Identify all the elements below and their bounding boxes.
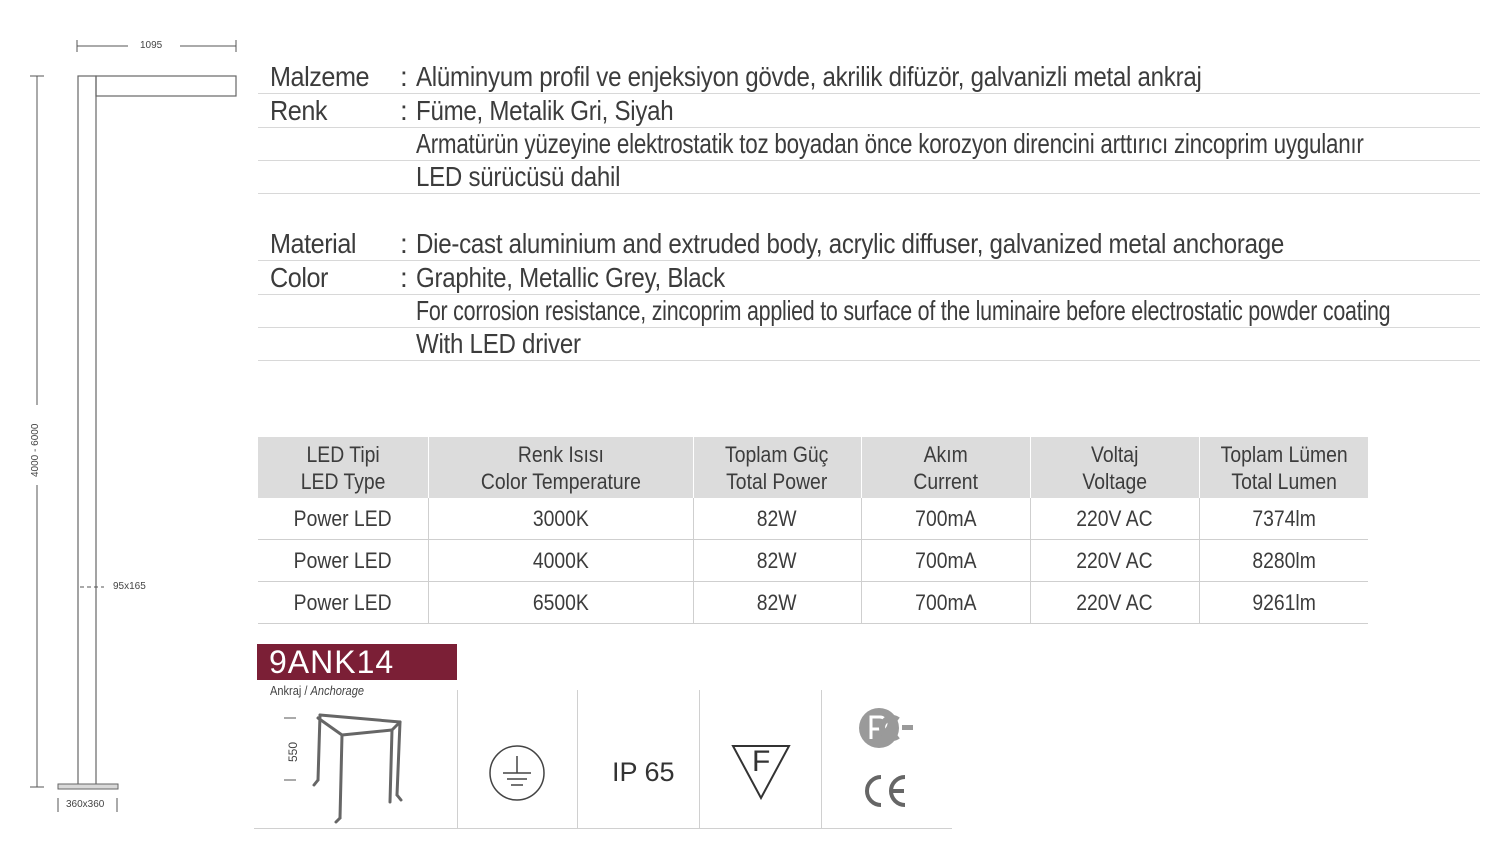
spec-row [258, 327, 1480, 361]
anchorage-label: Ankraj / Anchorage [270, 683, 365, 698]
table-cell: 82W [693, 540, 861, 582]
table-cell: 3000K [428, 498, 693, 540]
f-mark-letter: F [752, 745, 771, 778]
spec-colon: : [400, 228, 408, 259]
spec-label: Renk [270, 95, 328, 126]
table-cell: 220V AC [1030, 582, 1199, 624]
spec-colon: : [400, 262, 408, 293]
spec-label: Color [270, 262, 328, 293]
table-cell: 7374lm [1199, 498, 1368, 540]
table-cell: 4000K [428, 540, 693, 582]
table-cell: 700mA [861, 540, 1030, 582]
table-cell: 9261lm [1199, 582, 1368, 624]
product-code-badge [257, 644, 457, 680]
spec-row [258, 227, 1480, 261]
ip-rating: IP 65 [612, 757, 675, 787]
product-code: 9ANK14 [269, 644, 395, 680]
section-dimension-label: 95x165 [113, 581, 146, 592]
table-cell: 8280lm [1199, 540, 1368, 582]
spec-value: Alüminyum profil ve enjeksiyon gövde, akrilik difüzör, galvanizli metal ankraj [416, 61, 1202, 92]
table-cell: 700mA [861, 582, 1030, 624]
column-header: Renk Isısı Color Temperature [428, 437, 693, 498]
table-header-row [258, 437, 1368, 498]
spec-value: For corrosion resistance, zincoprim applied to surface of the luminaire before electrostatic powder coating [416, 295, 1391, 326]
spec-row [258, 160, 1480, 194]
width-dimension-label: 1095 [140, 40, 163, 51]
table-cell: 220V AC [1030, 498, 1199, 540]
table-cell: Power LED [258, 540, 428, 582]
spec-colon: : [400, 95, 408, 126]
anchorage-height-label: 550 [286, 741, 300, 762]
column-header: Voltaj Voltage [1030, 437, 1199, 498]
divider [457, 690, 458, 828]
column-header: LED Tipi LED Type [258, 437, 428, 498]
bottom-rule [254, 828, 952, 829]
table-cell: 700mA [861, 498, 1030, 540]
height-dimension-label: 4000 - 6000 [30, 423, 41, 477]
base-dimension-label: 360x360 [66, 799, 105, 810]
table-row [258, 498, 1368, 540]
led-spec-table [258, 437, 1368, 624]
spec-row [258, 94, 1480, 128]
spec-value: LED sürücüsü dahil [416, 161, 621, 192]
table-cell: 82W [693, 582, 861, 624]
table-row [258, 540, 1368, 582]
spec-colon: : [400, 61, 408, 92]
spec-row [258, 127, 1480, 161]
column-header: Toplam Lümen Total Lumen [1199, 437, 1368, 498]
spec-value: Graphite, Metallic Grey, Black [416, 262, 725, 293]
spec-value: Armatürün yüzeyine elektrostatik toz boyadan önce korozyon direncini arttırıcı zincoprim uygulanır [416, 128, 1364, 159]
table-cell: 6500K [428, 582, 693, 624]
spec-label: Material [270, 228, 357, 259]
table-cell: 82W [693, 498, 861, 540]
spec-row [258, 294, 1480, 328]
divider [699, 690, 700, 828]
table-cell: Power LED [258, 582, 428, 624]
column-header: Akım Current [861, 437, 1030, 498]
spec-value: Füme, Metalik Gri, Siyah [416, 95, 674, 126]
spec-value: With LED driver [416, 328, 581, 359]
pct-cert-icon [858, 706, 914, 750]
column-header: Toplam Güç Total Power [693, 437, 861, 498]
spec-row [258, 60, 1480, 94]
ce-mark-icon [861, 773, 911, 809]
table-row [258, 582, 1368, 624]
divider [577, 690, 578, 828]
spec-label: Malzeme [270, 61, 370, 92]
anchorage-drawing [280, 700, 420, 825]
table-cell: 220V AC [1030, 540, 1199, 582]
table-cell: Power LED [258, 498, 428, 540]
earth-ground-icon [488, 744, 546, 802]
spec-value: Die-cast aluminium and extruded body, acrylic diffuser, galvanized metal anchorage [416, 228, 1285, 259]
spec-row [258, 261, 1480, 295]
divider [821, 690, 822, 828]
